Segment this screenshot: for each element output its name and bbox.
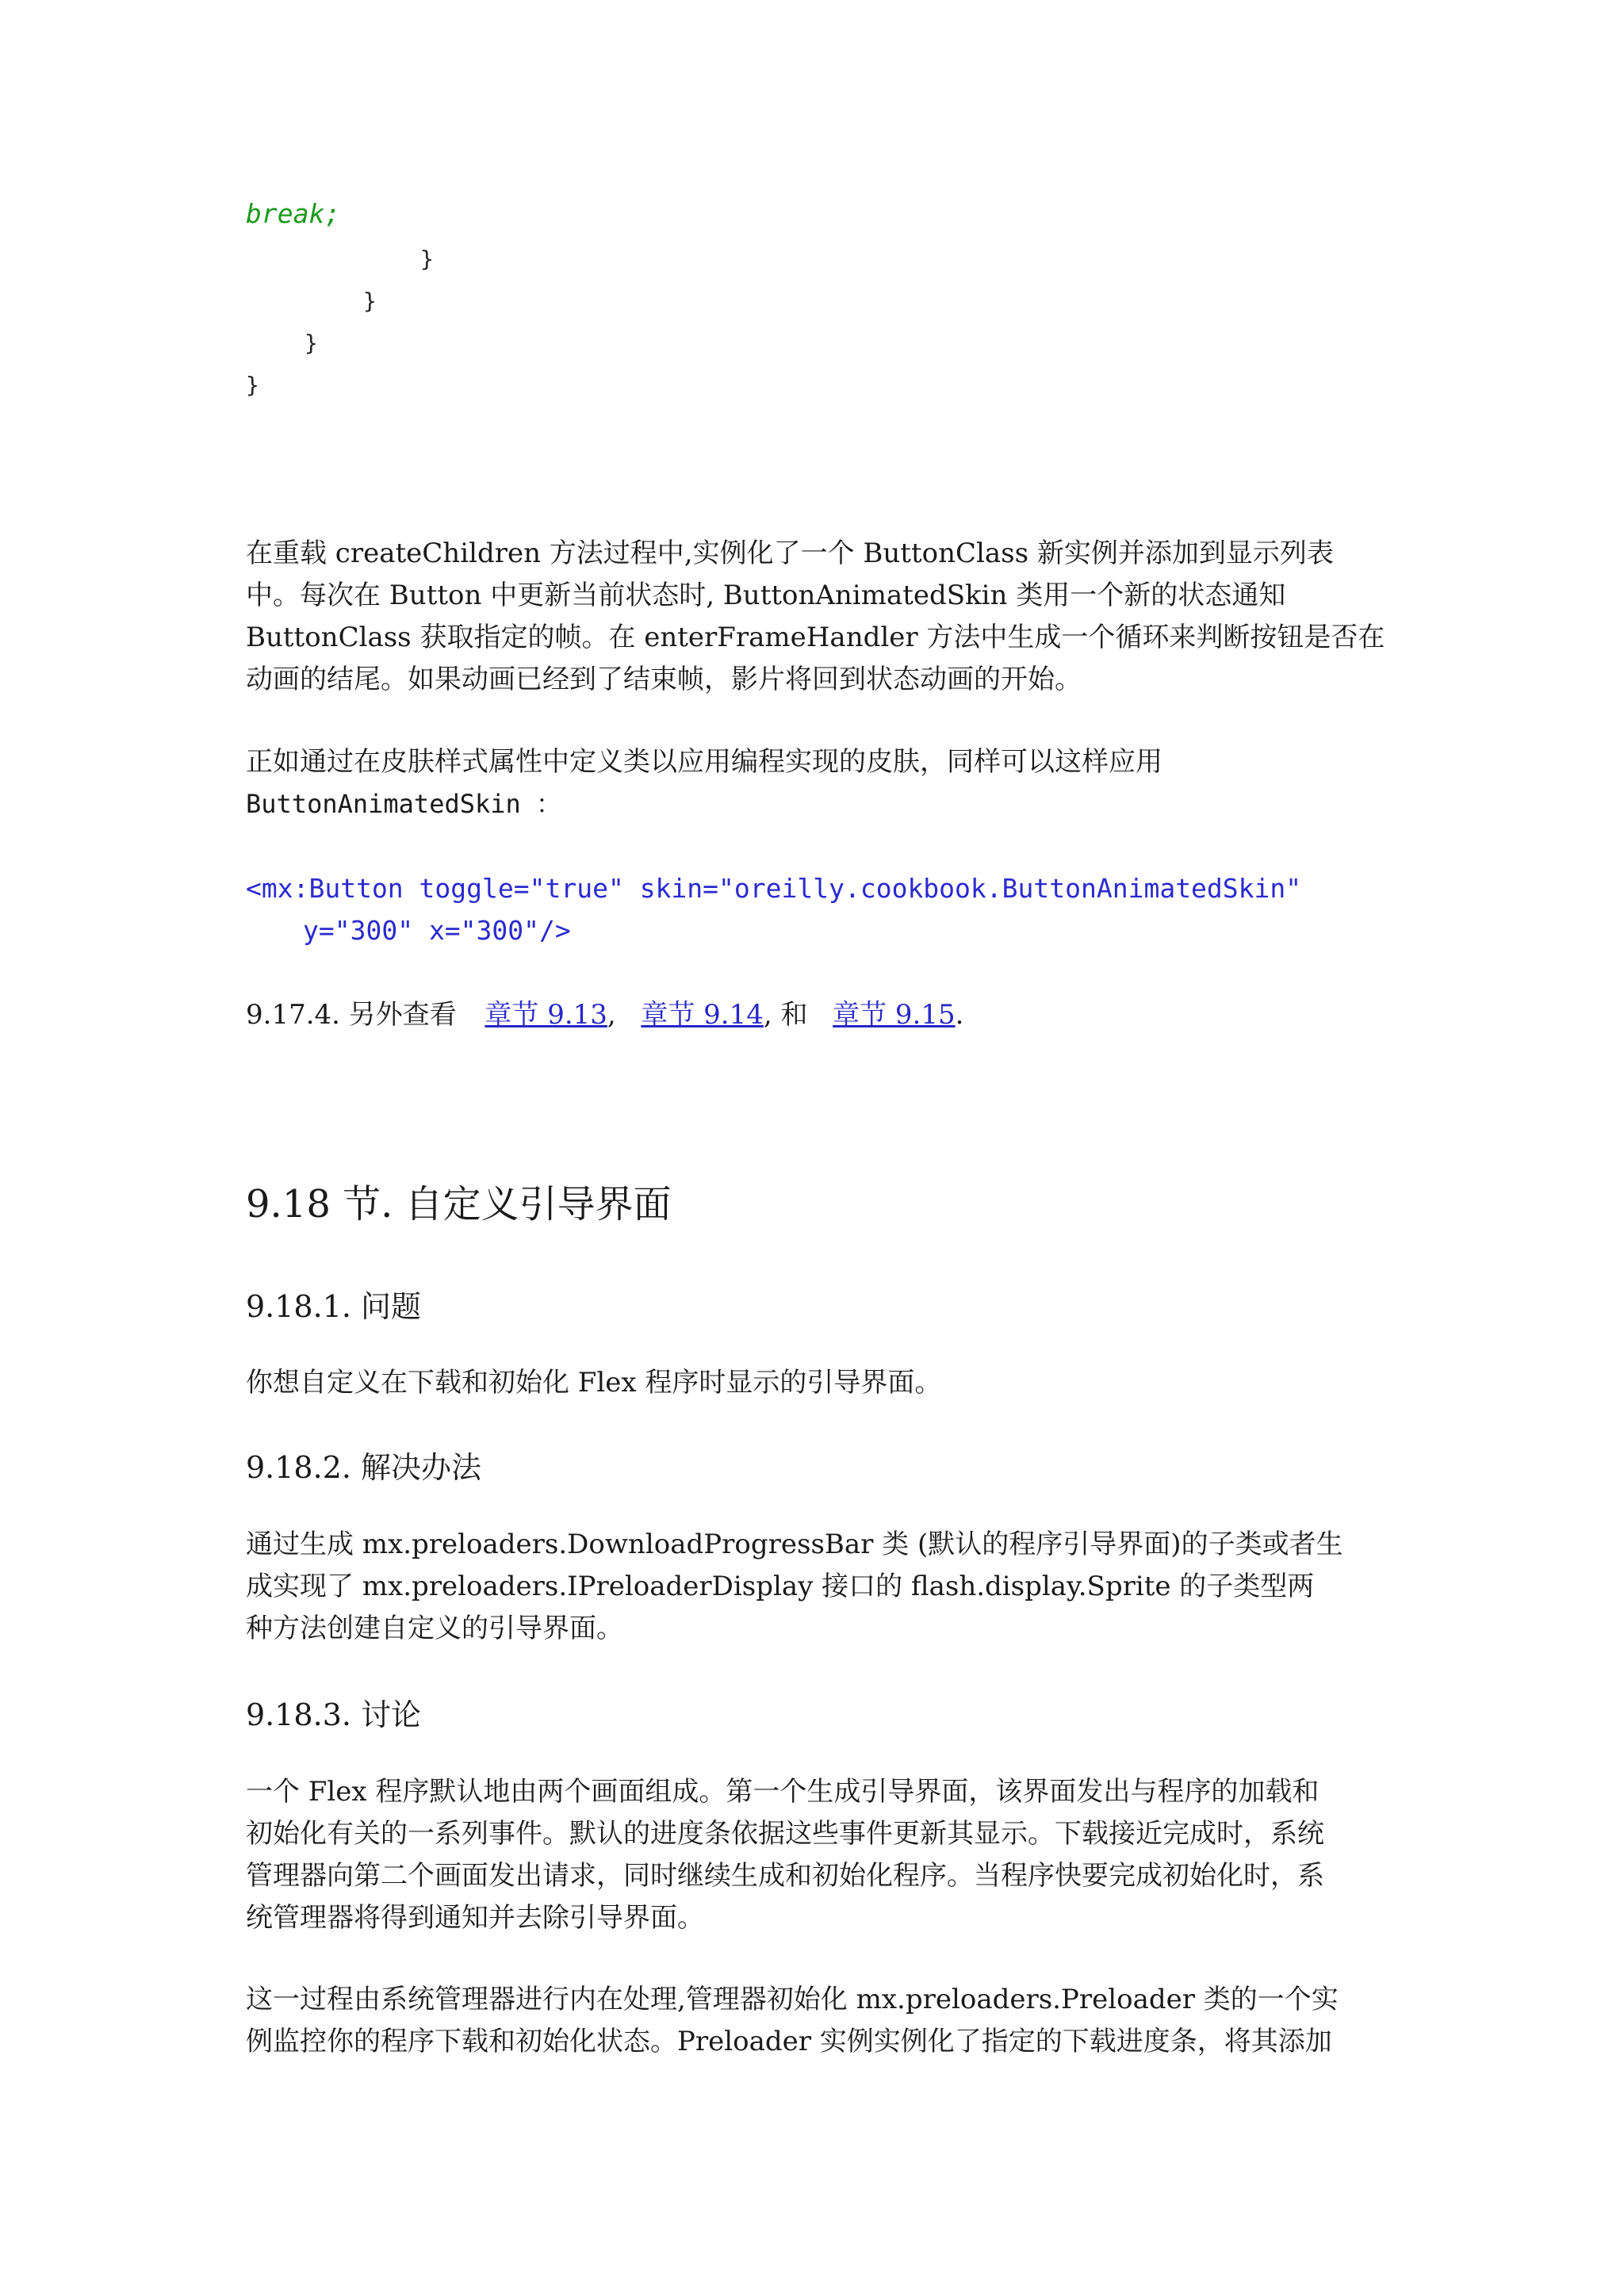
paragraph-apply-skin (246, 741, 1388, 825)
paragraph-line: ButtonAnimatedSkin ： (246, 789, 562, 819)
paragraph-line: 种方法创建自定义的引导界面。 (246, 1613, 623, 1644)
paragraph-line: 一个 Flex 程序默认地由两个画面组成。第一个生成引导界面，该界面发出与程序的加载和 (246, 1776, 1320, 1808)
see-also-line (246, 993, 963, 1031)
paragraph-line: 中。每次在 Button 中更新当前状态时, ButtonAnimatedSkin 类用一个新的状态通知 (246, 580, 1286, 611)
discussion-text-continued (246, 1979, 1388, 2063)
see-also-label: 9.17.4. 另外查看 (246, 999, 457, 1031)
code-closing-brace: } (304, 330, 318, 356)
paragraph-line: ButtonClass 获取指定的帧。在 enterFrameHandler 方法中生成一个循环来判断按钮是否在 (246, 622, 1385, 653)
link-section-9-15[interactable]: 章节 9.15 (833, 999, 956, 1031)
paragraph-line: 初始化有关的一系列事件。默认的进度条依据这些事件更新其显示。下载接近完成时，系统 (246, 1818, 1324, 1850)
discussion-text (246, 1771, 1388, 1939)
code-closing-brace: } (363, 288, 377, 314)
paragraph-line: 动画的结尾。如果动画已经到了结束帧，影片将回到状态动画的开始。 (246, 664, 1082, 695)
problem-text (246, 1362, 1388, 1404)
link-section-9-14[interactable]: 章节 9.14 (641, 999, 764, 1031)
code-example-line: y="300" x="300"/> (303, 915, 571, 946)
solution-text (246, 1524, 1388, 1650)
paragraph-line: 这一过程由系统管理器进行内在处理,管理器初始化 mx.preloaders.Preloader 类的一个实 (246, 1984, 1339, 2015)
link-section-9-13[interactable]: 章节 9.13 (485, 999, 607, 1031)
code-closing-brace: } (246, 372, 259, 398)
problem-heading: 9.18.1. 问题 (246, 1289, 422, 1324)
paragraph-line: 通过生成 mx.preloaders.DownloadProgressBar 类 (默认的程序引导界面)的子类或者生 (246, 1529, 1343, 1560)
solution-heading: 9.18.2. 解决办法 (246, 1450, 482, 1485)
see-also-end: . (955, 999, 964, 1031)
code-break-statement: break; (246, 198, 341, 229)
paragraph-line: 正如通过在皮肤样式属性中定义类以应用编程实现的皮肤，同样可以这样应用 (246, 746, 1162, 778)
paragraph-create-children (246, 533, 1388, 701)
paragraph-line: 管理器向第二个画面发出请求，同时继续生成和初始化程序。当程序快要完成初始化时，系 (246, 1860, 1324, 1892)
see-also-separator: , (607, 999, 616, 1031)
section-title: 9.18 节. 自定义引导界面 (246, 1182, 672, 1226)
paragraph-line: 你想自定义在下载和初始化 Flex 程序时显示的引导界面。 (246, 1367, 942, 1399)
code-example-line: <mx:Button toggle="true" skin="oreilly.cookbook.ButtonAnimatedSkin" (246, 873, 1302, 904)
code-closing-brace: } (420, 246, 434, 272)
paragraph-line: 成实现了 mx.preloaders.IPreloaderDisplay 接口的 flash.display.Sprite 的子类型两 (246, 1571, 1315, 1602)
discussion-heading: 9.18.3. 讨论 (246, 1697, 422, 1732)
paragraph-line: 统管理器将得到通知并去除引导界面。 (246, 1902, 704, 1934)
paragraph-line: 在重载 createChildren 方法过程中,实例化了一个 ButtonClass 新实例并添加到显示列表 (246, 538, 1334, 569)
see-also-separator: , 和 (763, 999, 808, 1031)
paragraph-line: 例监控你的程序下载和初始化状态。Preloader 实例实例化了指定的下载进度条，将其添加 (246, 2026, 1332, 2057)
